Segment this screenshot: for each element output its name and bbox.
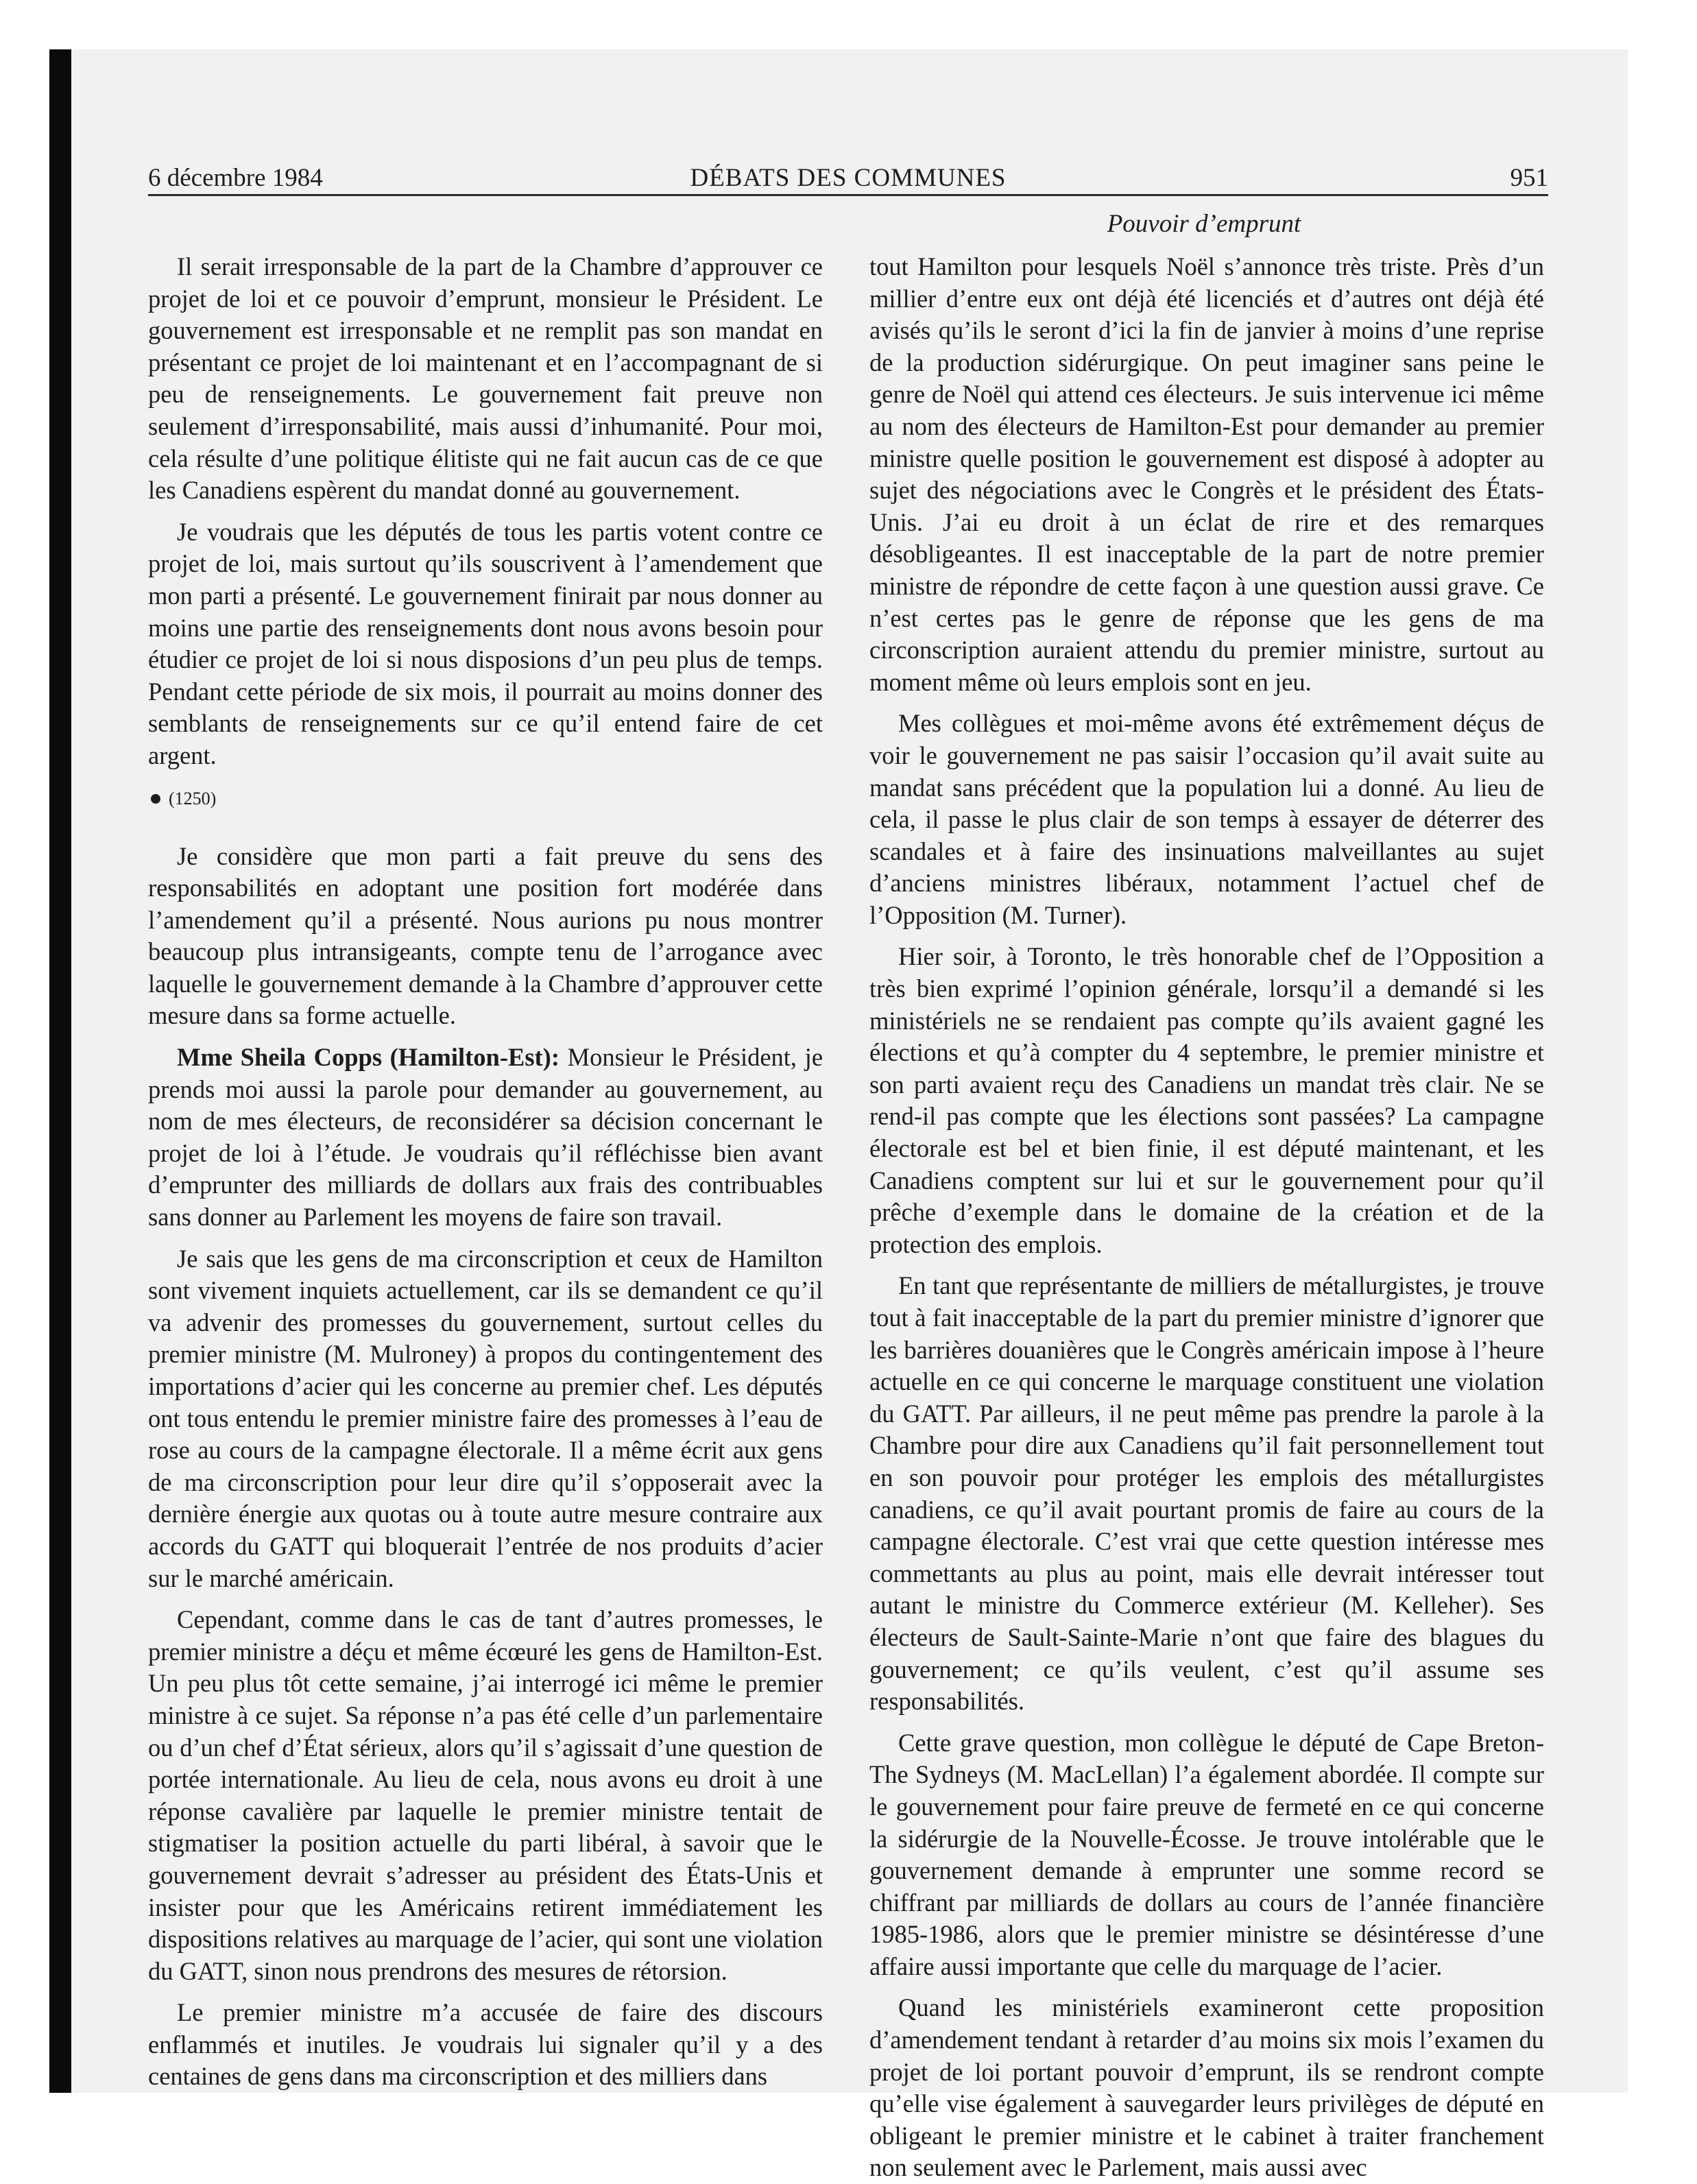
paragraph: Hier soir, à Toronto, le très honorable chef de l’Opposition a très bien exprimé l’opinion générale, lorsqu’il a demandé si les ministériels ne se rendaient pas compte qu’ils avaient gagné les élections et qu’à compter du 4 septembre, le premier ministre et son parti avaient reçu des Canadiens un mandat très clair. Ne se rend-il pas compte que les élections sont passées? La campagne électorale est bel et bien finie, il est député maintenant, et les Canadiens comptent sur lui et sur le gouvernement pour qu’il prêche d’exemple dans le domaine de la création et de la protection des emplois.	[869, 942, 1544, 1258]
section-title: Pouvoir d’emprunt	[1107, 210, 1301, 238]
page-number: 951	[1510, 164, 1548, 192]
time-marker-label: (1250)	[169, 788, 217, 808]
time-marker	[148, 783, 823, 815]
header-journal-title: DÉBATS DES COMMUNES	[690, 164, 1007, 192]
paragraph: Mes collègues et moi-même avons été extrêmement déçus de voir le gouvernement ne pas saisir l’occasion qu’il avait suite au mandat sans précédent que la population lui a donné. Au lieu de cela, il passe le plus clair de son temps à essayer de déterrer des scandales et à faire des insinuations malveillantes au sujet d’anciens ministres libéraux, notamment l’actuel chef de l’Opposition (M. Turner).	[869, 709, 1544, 929]
paragraph-continued: tout Hamilton pour lesquels Noël s’annonce très triste. Près d’un millier d’entre eux ont déjà été licenciés et d’autres ont déjà été avisés qu’ils le seront d’ici la fin de janvier à moins d’une reprise de la production sidérurgique. On peut imaginer sans peine le genre de Noël qui attend ces électeurs. Je suis intervenue ici même au nom des électeurs de Hamilton-Est pour demander au premier ministre quelle position le gouvernement est disposé à adopter au sujet des négociations avec le Congrès et le président des États-Unis. J’ai eu droit à un éclat de rire et des remarques désobligeantes. Il est inacceptable de la part de notre premier ministre de répondre de cette façon à une question aussi grave. Ce n’est certes pas le genre de réponse que les gens de ma circonscription auraient attendu du premier ministre, surtout au moment même où leurs emplois sont en jeu.	[869, 252, 1544, 696]
header-date: 6 décembre 1984	[148, 164, 323, 192]
paragraph: Cependant, comme dans le cas de tant d’autres promesses, le premier ministre a déçu et même écœuré les gens de Hamilton-Est. Un peu plus tôt cette semaine, j’ai interrogé ici même le premier ministre à ce sujet. Sa réponse n’a pas été celle d’un parlementaire ou d’un chef d’État sérieux, alors qu’il s’agissait d’une question de portée internationale. Au lieu de cela, nous avons eu droit à une réponse cavalière par laquelle le premier ministre tentait de stigmatiser la position actuelle du parti libéral, à savoir que le gouvernement devrait s’adresser au président des États-Unis et insister pour que les Américains retirent immédiatement les dispositions relatives au marquage de l’acier, qui sont une violation du GATT, sinon nous prendrons des mesures de rétorsion.	[148, 1605, 823, 1985]
left-column	[148, 251, 823, 2091]
scan-border	[49, 49, 71, 2093]
paragraph: En tant que représentante de milliers de métallurgistes, je trouve tout à fait inacceptable de la part du premier ministre d’ignorer que les barrières douanières que le Congrès américain impose à l’heure actuelle en ce qui concerne le marquage constituent une violation du GATT. Par ailleurs, il ne peut même pas prendre la parole à la Chambre pour dire aux Canadiens qu’il fait personnellement tout en son pouvoir pour protéger les emplois des métallurgistes canadiens, ce qu’il avait pourtant promis de faire au cours de la campagne électorale. C’est vrai que cette question intéresse mes commettants au plus au point, mais elle devrait intéresser tout autant le ministre du Commerce extérieur (M. Kelleher). Ses électeurs de Sault-Sainte-Marie n’ont que faire des blagues du gouvernement; ce qu’ils veulent, c’est qu’il assume ses responsabilités.	[869, 1271, 1544, 1716]
paragraph: Le premier ministre m’a accusée de faire des discours enflammés et inutiles. Je voudrais lui signaler qu’il y a des centaines de gens dans ma circonscription et des milliers dans	[148, 1998, 823, 2091]
header-rule	[148, 194, 1548, 196]
paragraph: Il serait irresponsable de la part de la Chambre d’approuver ce projet de loi et ce pouvoir d’emprunt, monsieur le Président. Le gouvernement est irresponsable et ne remplit pas son mandat en présentant ce projet de loi maintenant et en l’accompagnant de si peu de renseignements. Le gouvernement fait preuve non seulement d’irresponsabilité, mais aussi d’inhumanité. Pour moi, cela résulte d’une politique élitiste qui ne fait aucun cas de ce que les Canadiens espèrent du mandat donné au gouvernement.	[148, 252, 823, 505]
right-column	[869, 251, 1544, 2182]
speech-paragraph	[148, 1042, 823, 1234]
paragraph: Quand les ministériels examineront cette proposition d’amendement tendant à retarder d’au moins six mois l’examen du projet de loi portant pouvoir d’emprunt, ils se rendront compte qu’elle vise également à sauvegarder leurs privilèges de député en obligeant le premier ministre et le cabinet à traiter franchement non seulement avec le Parlement, mais aussi avec	[869, 1993, 1544, 2182]
paragraph: Je voudrais que les députés de tous les partis votent contre ce projet de loi, mais surtout qu’ils souscrivent à l’amendement que mon parti a présenté. Le gouvernement finirait par nous donner au moins une partie des renseignements dont nous avons besoin pour étudier ce projet de loi si nous disposions d’un peu plus de temps. Pendant cette période de six mois, il pourrait au moins donner des semblants de renseignements sur ce qu’il entend faire de cet argent.	[148, 517, 823, 769]
paragraph: Cette grave question, mon collègue le député de Cape Breton-The Sydneys (M. MacLellan) l’a également abordée. Il compte sur le gouvernement pour faire preuve de fermeté en ce qui concerne la sidérurgie de la Nouvelle-Écosse. Je trouve intolérable que le gouvernement demande à emprunter une somme record se chiffrant par milliards de dollars au cours de l’année financière 1985-1986, alors que le premier ministre se désintéresse d’une affaire aussi importante que celle du marquage de l’acier.	[869, 1728, 1544, 1980]
paragraph: Je considère que mon parti a fait preuve du sens des responsabilités en adoptant une position fort modérée dans l’amendement qu’il a présenté. Nous aurions pu nous montrer beaucoup plus intransigeants, compte tenu de l’arrogance avec laquelle le gouvernement demande à la Chambre d’approuver cette mesure dans sa forme actuelle.	[148, 841, 823, 1030]
bullet-icon	[151, 794, 160, 804]
paragraph: Je sais que les gens de ma circonscription et ceux de Hamilton sont vivement inquiets actuellement, car ils se demandent ce qu’il va advenir des promesses du gouvernement, surtout celles du premier ministre (M. Mulroney) à propos du contingentement des importations d’acier qui les concerne au premier chef. Les députés ont tous entendu le premier ministre faire des promesses à l’eau de rose au cours de la campagne électorale. Il a même écrit aux gens de ma circonscription pour leur dire qu’il s’opposerait avec la dernière énergie aux quotas ou à toute autre mesure contraire aux accords du GATT qui bloquerait l’entrée de nos produits d’acier sur le marché américain.	[148, 1244, 823, 1592]
speaker-name: Mme Sheila Copps (Hamilton-Est):	[177, 1043, 559, 1072]
speech-text: Monsieur le Président, je prends moi aussi la parole pour demander au gouvernement, au nom de mes électeurs, de reconsidérer sa décision concernant le projet de loi à l’étude. Je voudrais qu’il réfléchisse bien avant d’emprunter des milliards de dollars aux frais des contribuables sans donner au Parlement les moyens de faire son travail.	[148, 1043, 823, 1232]
running-head	[148, 159, 1548, 197]
